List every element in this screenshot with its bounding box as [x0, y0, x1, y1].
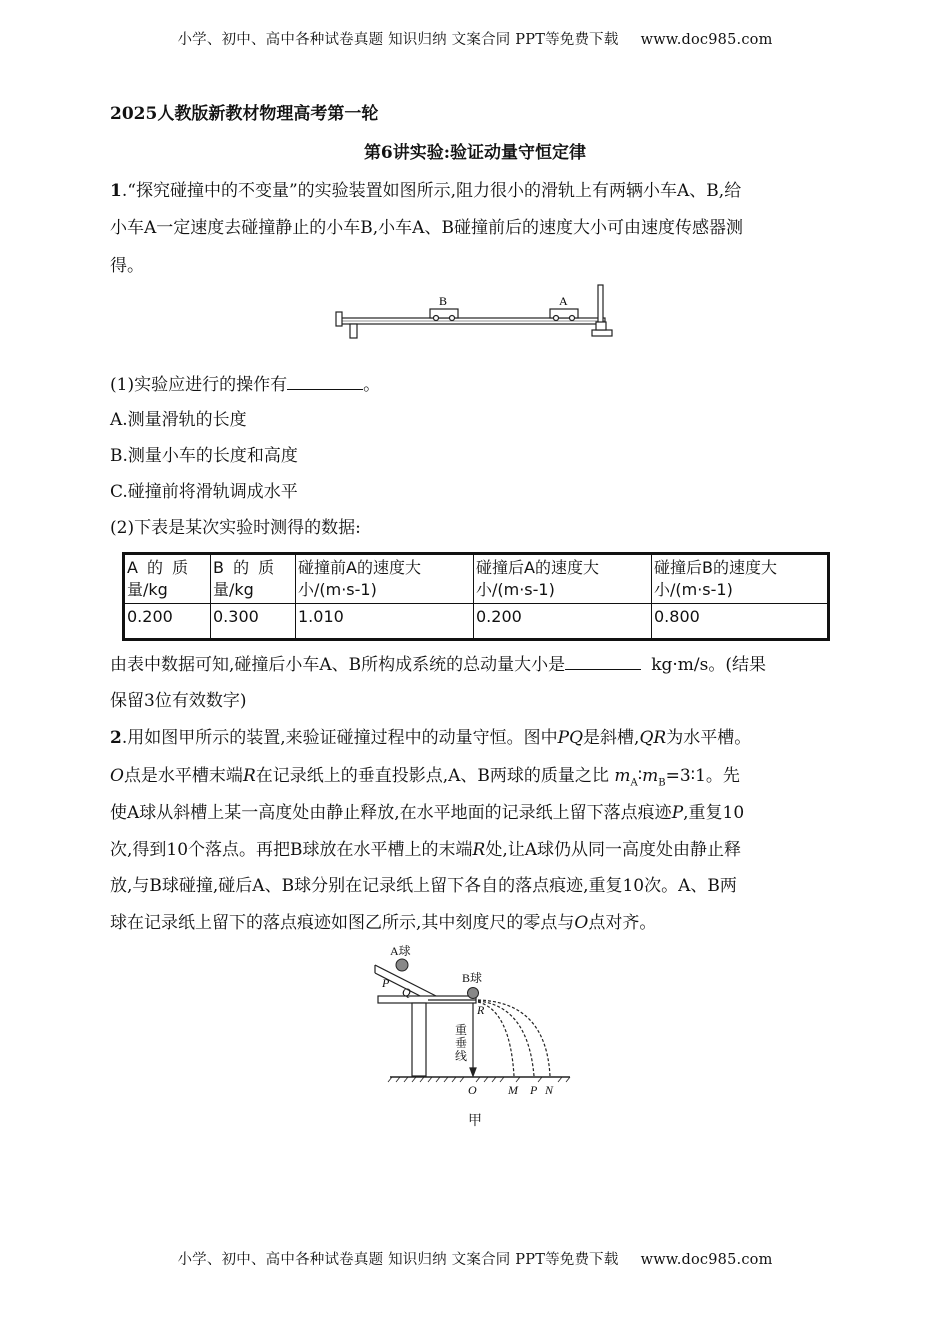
- q1-text1: .“探究碰撞中的不变量”的实验装置如图所示,阻力很小的滑轨上有两辆小车A、B,给: [121, 181, 742, 201]
- q2-o2: O: [574, 913, 589, 933]
- point-p-label: P: [382, 976, 390, 990]
- option-a: A.测量滑轨的长度: [110, 410, 247, 430]
- header-url[interactable]: www.doc985.com: [640, 32, 773, 48]
- point-m-label: M: [508, 1083, 518, 1097]
- point-n-label: N: [545, 1083, 554, 1097]
- ball-b: [468, 988, 479, 999]
- lesson-title: 第6讲实验:验证动量守恒定律: [363, 143, 587, 163]
- q2-qr: QR: [639, 728, 667, 748]
- point-p2-label: P: [530, 1083, 538, 1097]
- q2-text4a: 次,得到10个落点。再把B球放在水平槽上的末端: [110, 840, 473, 860]
- data-table: [122, 552, 830, 641]
- page-footer: [0, 1248, 950, 1269]
- th-mass-a: A 的 质 量/kg: [124, 554, 211, 604]
- q2-r: R: [242, 766, 256, 786]
- q2-text6b: 点对齐。: [588, 913, 657, 933]
- cart-a-label: A: [559, 294, 568, 308]
- th-va-after: 碰撞后A的速度大 小/(m·s-1): [474, 554, 652, 604]
- q2-text1a: .用如图甲所示的装置,来验证碰撞过程中的动量守恒。图中: [121, 728, 558, 748]
- plumb-label-1: 重: [455, 1023, 468, 1037]
- cell-mass-a: 0.200: [124, 604, 211, 640]
- q1-line1: [110, 181, 840, 201]
- q1-number: 1: [110, 181, 122, 201]
- q2-p: P: [671, 803, 684, 823]
- q1-part1: [110, 374, 840, 395]
- q2-o: O: [110, 766, 124, 786]
- part1-text: (1)实验应进行的操作有: [110, 375, 288, 395]
- q2-mb-sub: B: [658, 777, 666, 789]
- q1-after1: [110, 654, 840, 675]
- q2-r2: R: [472, 840, 486, 860]
- part1-end: 。: [363, 375, 381, 395]
- trajectory-n: [478, 1000, 550, 1076]
- point-q-label: Q: [402, 985, 411, 999]
- after1-unit: kg·m/s。(结果: [651, 655, 766, 675]
- track-figure: [330, 282, 622, 340]
- series-title: 2025人教版新教材物理高考第一轮: [110, 104, 379, 124]
- left-leg: [350, 324, 357, 338]
- plumb-label-2: 垂: [455, 1036, 468, 1050]
- after1-text: 由表中数据可知,碰撞后小车A、B所构成系统的总动量大小是: [110, 655, 566, 675]
- page-header: [0, 28, 950, 49]
- q2-pq: PQ: [557, 728, 584, 748]
- q1-after2: 保留3位有效数字): [110, 691, 247, 711]
- point-o-label: O: [468, 1083, 477, 1097]
- q2-line6: [110, 913, 840, 933]
- answer-blank-2[interactable]: [565, 654, 641, 670]
- footer-text: 小学、初中、高中各种试卷真题 知识归纳 文案合同 PPT等免费下载: [177, 1252, 619, 1268]
- figure-caption: 甲: [468, 1114, 482, 1129]
- q2-text1b: 是斜槽,: [583, 728, 640, 748]
- q2-ma: m: [614, 766, 631, 786]
- q2-text2b: 在记录纸上的垂直投影点,A、B两球的质量之比: [255, 766, 609, 786]
- trajectory-p: [478, 1001, 534, 1076]
- q2-line2: [110, 766, 840, 793]
- left-stop: [336, 312, 342, 326]
- th-mass-b: B 的 质 量/kg: [211, 554, 296, 604]
- plumb-label-3: 线: [455, 1049, 468, 1063]
- q2-ratio-end: =3∶1。先: [665, 766, 740, 786]
- table-row: [124, 604, 829, 640]
- th-vb-after: 碰撞后B的速度大 小/(m·s-1): [652, 554, 829, 604]
- q2-text2a: 点是水平槽末端: [123, 766, 243, 786]
- header-text: 小学、初中、高中各种试卷真题 知识归纳 文案合同 PPT等免费下载: [177, 32, 619, 48]
- collision-figure: [370, 940, 575, 1130]
- q1-line2: 小车A一定速度去碰撞静止的小车B,小车A、B碰撞前后的速度大小可由速度传感器测: [110, 218, 743, 238]
- cart-b-label: B: [439, 294, 448, 308]
- q2-ma-sub: A: [630, 777, 638, 789]
- q2-line3: [110, 803, 840, 823]
- right-block: [596, 322, 606, 330]
- q2-number: 2: [110, 728, 122, 748]
- footer-url[interactable]: www.doc985.com: [640, 1252, 773, 1268]
- table-leg: [412, 1003, 426, 1076]
- th-va-before: 碰撞前A的速度大 小/(m·s-1): [296, 554, 474, 604]
- point-r-label: R: [477, 1003, 485, 1017]
- q2-line1: [110, 728, 840, 748]
- cell-vb-after: 0.800: [652, 604, 829, 640]
- ball-b-label: B球: [462, 971, 483, 985]
- q2-text1c: 为水平槽。: [666, 728, 752, 748]
- cell-va-before: 1.010: [296, 604, 474, 640]
- q2-text3a: 使A球从斜槽上某一高度处由静止释放,在水平地面的记录纸上留下落点痕迹: [110, 803, 672, 823]
- q2-text3b: ,重复10: [683, 803, 745, 823]
- q1-part2: (2)下表是某次实验时测得的数据:: [110, 518, 361, 538]
- cell-va-after: 0.200: [474, 604, 652, 640]
- q2-text6a: 球在记录纸上留下的落点痕迹如图乙所示,其中刻度尺的零点与: [110, 913, 575, 933]
- ball-a-label: A球: [390, 944, 411, 958]
- cell-mass-b: 0.300: [211, 604, 296, 640]
- option-c: C.碰撞前将滑轨调成水平: [110, 482, 298, 502]
- right-foot: [592, 330, 612, 336]
- ball-a: [396, 959, 408, 971]
- table-header-row: [124, 554, 829, 604]
- answer-blank-1[interactable]: [287, 374, 363, 390]
- q2-line4: [110, 840, 840, 860]
- q1-line3: 得。: [110, 256, 144, 276]
- q2-line5: 放,与B球碰撞,碰后A、B球分别在记录纸上留下各自的落点痕迹,重复10次。A、B两: [110, 876, 737, 896]
- q2-mb: m: [642, 766, 659, 786]
- q2-ratio-mid: ∶: [637, 766, 643, 786]
- option-b: B.测量小车的长度和高度: [110, 446, 298, 466]
- q2-text4b: 处,让A球仍从同一高度处由静止释: [485, 840, 742, 860]
